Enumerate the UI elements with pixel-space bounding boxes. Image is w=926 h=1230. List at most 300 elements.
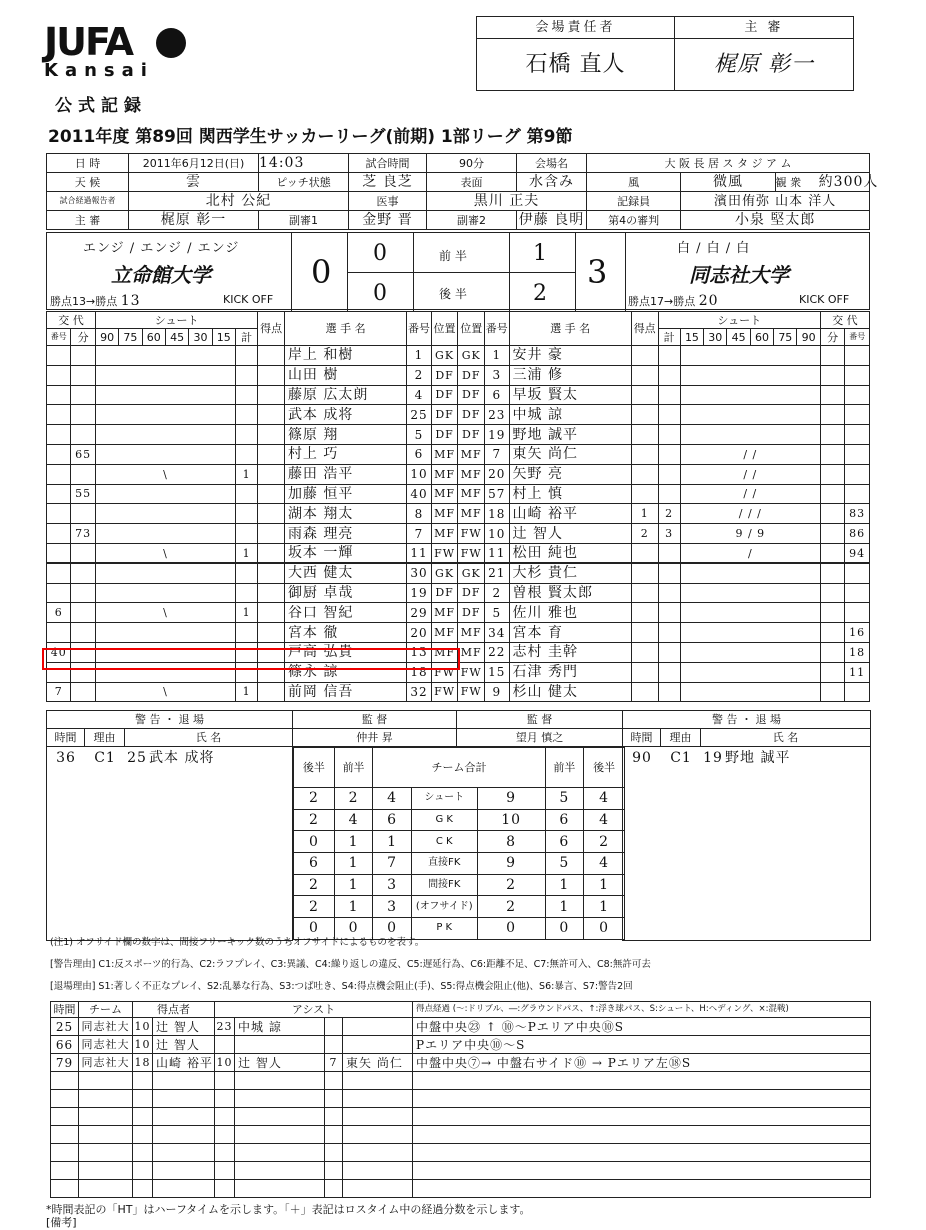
cell: [631, 642, 658, 662]
cell: [820, 425, 844, 445]
cell: [658, 583, 680, 603]
away-player-name: 早坂 賢太: [509, 385, 631, 405]
cell: [658, 662, 680, 682]
goal-assist2-no: [325, 1036, 343, 1054]
cell: [71, 504, 95, 524]
away-player-no: 23: [485, 405, 509, 425]
second-half-label: 後 半: [439, 287, 467, 301]
player-row: [47, 504, 870, 524]
cell: [820, 444, 844, 464]
date-label: 日 時: [47, 154, 129, 173]
away-player-name: 野地 誠平: [509, 425, 631, 445]
home-player-pos: DF: [431, 385, 458, 405]
score-area: [46, 232, 870, 310]
home-shot-min: 30: [189, 329, 212, 346]
cell: [235, 563, 257, 583]
stat-away-total: 10: [477, 809, 545, 831]
home-player-pos: FW: [431, 662, 458, 682]
recorder-label: 記録員: [587, 192, 681, 211]
cell: [631, 444, 658, 464]
away-player-no: 15: [485, 662, 509, 682]
stat-away-second: 1: [584, 896, 625, 918]
stat-away-second: 4: [584, 788, 625, 810]
away-player-no: 9: [485, 682, 509, 702]
home-player-no: 32: [407, 682, 431, 702]
away-player-name: 佐川 雅也: [509, 603, 631, 623]
home-shot-marks: [95, 563, 235, 583]
away-points-after: 20: [698, 293, 719, 309]
away-shoot-header: シュート: [658, 312, 820, 329]
cell: [71, 425, 95, 445]
away-player-name: 杉山 健太: [509, 682, 631, 702]
away-player-no: 11: [485, 543, 509, 563]
goal-row: [51, 1036, 871, 1054]
stat-away-first: 1: [545, 896, 584, 918]
away-player-pos: MF: [458, 642, 485, 662]
goal-assist2-no: 7: [325, 1054, 343, 1072]
cell: [258, 484, 285, 504]
cell: 1: [235, 543, 257, 563]
venue-manager-signature: 石橋 直人: [477, 39, 675, 91]
home-shot-min: 15: [212, 329, 235, 346]
goal-row: [51, 1054, 871, 1072]
cell: [47, 563, 71, 583]
goal-row: [51, 1180, 871, 1198]
cell: [235, 444, 257, 464]
cell: [258, 563, 285, 583]
home-shot-marks: \: [95, 464, 235, 484]
away-player-no: 7: [485, 444, 509, 464]
stat-away-total: 2: [477, 874, 545, 896]
cell: [71, 365, 95, 385]
cell: [845, 405, 870, 425]
stat-away-second: 2: [584, 831, 625, 853]
surface-label: 表面: [427, 173, 517, 192]
home-player-no: 11: [407, 543, 431, 563]
away-player-name: 宮本 育: [509, 623, 631, 643]
cell: [71, 603, 95, 623]
home-player-no: 4: [407, 385, 431, 405]
cell: [258, 385, 285, 405]
away-player-header: 選 手 名: [509, 312, 631, 346]
home-shot-min: 75: [119, 329, 142, 346]
cell: [235, 405, 257, 425]
surface-value: 水含み: [517, 173, 587, 192]
chief-referee-signature: 梶原 彰一: [675, 39, 854, 91]
stat-away-second: 4: [584, 853, 625, 875]
cell: 3: [658, 524, 680, 544]
away-player-pos: GK: [458, 563, 485, 583]
home-player-no: 13: [407, 642, 431, 662]
stat-away-first: 5: [545, 853, 584, 875]
home-goals-header: 得点: [258, 312, 285, 346]
goal-scorer-no: 18: [133, 1054, 153, 1072]
cell: [658, 385, 680, 405]
stat-away-first: 6: [545, 809, 584, 831]
stats-row: [294, 853, 625, 875]
cell: [820, 543, 844, 563]
cell: [235, 623, 257, 643]
goals-table: [50, 1001, 871, 1198]
cell: [631, 563, 658, 583]
home-player-no: 19: [407, 583, 431, 603]
away-shot-marks: [680, 425, 820, 445]
cell: 86: [845, 524, 870, 544]
cell: [845, 385, 870, 405]
home-player-no: 10: [407, 464, 431, 484]
cell: [658, 405, 680, 425]
cell: [235, 524, 257, 544]
home-player-pos: MF: [431, 504, 458, 524]
home-player-name: 村上 巧: [284, 444, 406, 464]
doctor-value: 黒川 正夫: [427, 192, 587, 211]
stat-home-second: 2: [294, 896, 335, 918]
cell: [235, 583, 257, 603]
cell: [235, 425, 257, 445]
cell: [658, 603, 680, 623]
stat-label: P K: [411, 918, 477, 940]
home-player-no: 25: [407, 405, 431, 425]
stat-home-first: 4: [334, 809, 373, 831]
away-shot-min: 30: [704, 329, 727, 346]
away-player-pos: FW: [458, 524, 485, 544]
away-player-name: 曽根 賢太郎: [509, 583, 631, 603]
spectators-value: 約300人: [818, 174, 879, 190]
away-player-name: 村上 慎: [509, 484, 631, 504]
stats-home-second-label: 後半: [294, 748, 335, 788]
goal-process: 中盤中央㉓ ↑ ⑩～Pエリア中央⑩S: [413, 1018, 871, 1036]
home-player-name: 篠永 諒: [284, 662, 406, 682]
away-manager: 望月 慎之: [457, 729, 623, 747]
away-player-pos: FW: [458, 543, 485, 563]
home-shot-marks: [95, 365, 235, 385]
away-shot-marks: [680, 642, 820, 662]
home-caution-reason: C1: [94, 750, 116, 766]
away-player-name: 安井 豪: [509, 346, 631, 366]
weather-label: 天 候: [47, 173, 129, 192]
home-shot-min: 60: [142, 329, 165, 346]
logo-sub: Kansai: [44, 60, 154, 81]
home-points-after: 13: [120, 293, 141, 309]
cell: [845, 484, 870, 504]
away-player-no: 57: [485, 484, 509, 504]
away-player-no: 2: [485, 583, 509, 603]
away-shot-min: 90: [797, 329, 820, 346]
page-title: 2011年度 第89回 関西学生サッカーリーグ(前期) 1部リーグ 第9節: [48, 127, 573, 147]
home-player-name: 御厨 卓哉: [284, 583, 406, 603]
away-player-pos: DF: [458, 365, 485, 385]
cell: [820, 504, 844, 524]
goal-assist: 中城 諒: [235, 1018, 325, 1036]
home-shot-marks: [95, 524, 235, 544]
away-player-no: 34: [485, 623, 509, 643]
stat-home-total: 0: [373, 918, 412, 940]
team-stats-table: [293, 747, 625, 940]
home-player-pos: DF: [431, 583, 458, 603]
goals-scorer-label: 得点者: [133, 1002, 215, 1018]
cell: [820, 405, 844, 425]
cell: [631, 623, 658, 643]
goal-scorer: 辻 智人: [153, 1036, 215, 1054]
home-kickoff: KICK OFF: [223, 293, 274, 306]
cell: [845, 365, 870, 385]
home-player-name: 宮本 徹: [284, 623, 406, 643]
away-shot-min: 15: [680, 329, 703, 346]
players-table: [46, 311, 870, 702]
home-shot-marks: [95, 623, 235, 643]
home-player-name: 前岡 信吾: [284, 682, 406, 702]
cell: [658, 543, 680, 563]
note-caution-reasons: [警告理由] C1:反スポーツ的行為、C2:ラフプレイ、C3:異議、C4:繰り返しの違反、C5:遅延行為、C6:距離不足、C7:無許可入、C8:無許可去: [50, 959, 651, 970]
home-player-pos: MF: [431, 623, 458, 643]
home-player-no: 40: [407, 484, 431, 504]
cell: [820, 346, 844, 366]
cell: [658, 425, 680, 445]
cell: [258, 504, 285, 524]
goal-assist2: [343, 1036, 413, 1054]
home-player-pos: GK: [431, 563, 458, 583]
cell: 73: [71, 524, 95, 544]
cell: [631, 346, 658, 366]
home-score: 0: [311, 253, 333, 291]
away-time-label: 時間: [623, 729, 661, 747]
chief-referee-label: 主 審: [675, 17, 854, 39]
home-shot-marks: [95, 385, 235, 405]
goal-process: Pエリア中央⑩～S: [413, 1036, 871, 1054]
cell: [631, 484, 658, 504]
home-shot-min: 90: [95, 329, 118, 346]
home-player-pos: FW: [431, 682, 458, 702]
discipline-table: [46, 710, 871, 941]
stats-team-total-label: チーム合計: [373, 748, 545, 788]
away-reason-label: 理由: [661, 729, 701, 747]
home-player-name: 藤田 浩平: [284, 464, 406, 484]
goal-row: [51, 1144, 871, 1162]
home-player-name: 坂本 一輝: [284, 543, 406, 563]
away-kickoff: KICK OFF: [799, 293, 850, 306]
cell: [71, 405, 95, 425]
home-position-header: 位置: [431, 312, 458, 346]
player-row: [47, 425, 870, 445]
stat-away-first: 1: [545, 874, 584, 896]
home-player-pos: MF: [431, 484, 458, 504]
cell: 65: [71, 444, 95, 464]
cell: 1: [235, 464, 257, 484]
home-player-pos: MF: [431, 642, 458, 662]
cell: 18: [845, 642, 870, 662]
doctor-label: 医事: [349, 192, 427, 211]
away-player-name: 東矢 尚仁: [509, 444, 631, 464]
away-player-no: 6: [485, 385, 509, 405]
away-shot-marks: [680, 623, 820, 643]
cell: [258, 365, 285, 385]
away-player-no: 18: [485, 504, 509, 524]
wind-value: 微風: [681, 173, 775, 192]
home-discipline-title: 警 告 ・ 退 場: [47, 711, 293, 729]
highlight-box: [42, 648, 460, 670]
cell: [845, 444, 870, 464]
away-caution-time: 90: [632, 750, 652, 766]
fourth-label: 第4の審判: [587, 211, 681, 230]
home-player-no: 6: [407, 444, 431, 464]
away-player-pos: FW: [458, 682, 485, 702]
player-row: [47, 405, 870, 425]
home-shoot-header: シュート: [95, 312, 257, 329]
cell: [845, 682, 870, 702]
home-player-name: 雨森 理亮: [284, 524, 406, 544]
cell: [658, 365, 680, 385]
away-player-no: 20: [485, 464, 509, 484]
away-player-pos: MF: [458, 504, 485, 524]
away-points-label: 勝点17→勝点: [628, 295, 696, 308]
away-player-name: 大杉 貴仁: [509, 563, 631, 583]
home-player-name: 加藤 恒平: [284, 484, 406, 504]
home-manager-label: 監 督: [293, 711, 457, 729]
away-number-header: 番号: [485, 312, 509, 346]
pitch-value: 芝 良芝: [349, 173, 427, 192]
match-info-table: [46, 153, 879, 230]
stat-label: G K: [411, 809, 477, 831]
cell: 83: [845, 504, 870, 524]
away-shot-marks: / /: [680, 444, 820, 464]
cell: [235, 385, 257, 405]
away-shot-min: 60: [750, 329, 773, 346]
cell: [258, 346, 285, 366]
home-player-name: 山田 樹: [284, 365, 406, 385]
cell: [820, 623, 844, 643]
first-half-label: 前 半: [439, 249, 467, 263]
home-player-no: 18: [407, 662, 431, 682]
home-points-label: 勝点13→勝点: [50, 295, 118, 308]
away-player-pos: DF: [458, 603, 485, 623]
home-sub-no-header: 番号: [47, 329, 71, 346]
venue-manager-label: 会場責任者: [477, 17, 675, 39]
home-player-name: 篠原 翔: [284, 425, 406, 445]
cell: [258, 464, 285, 484]
stat-away-second: 4: [584, 809, 625, 831]
referee-label: 主 審: [47, 211, 129, 230]
away-player-pos: MF: [458, 623, 485, 643]
stat-home-second: 2: [294, 874, 335, 896]
home-player-no: 30: [407, 563, 431, 583]
stat-label: C K: [411, 831, 477, 853]
stats-home-first-label: 前半: [334, 748, 373, 788]
stat-home-total: 3: [373, 874, 412, 896]
goal-scorer-no: 10: [133, 1018, 153, 1036]
cell: 7: [47, 682, 71, 702]
cell: 1: [631, 504, 658, 524]
goal-assist-no: 10: [215, 1054, 235, 1072]
stat-away-total: 0: [477, 918, 545, 940]
cell: [71, 346, 95, 366]
cell: [658, 484, 680, 504]
stat-home-first: 1: [334, 831, 373, 853]
home-player-pos: DF: [431, 425, 458, 445]
cell: [71, 543, 95, 563]
away-caution: [623, 747, 870, 765]
goal-team: 同志社大: [79, 1018, 133, 1036]
cell: [47, 385, 71, 405]
stat-away-total: 8: [477, 831, 545, 853]
date-value: 2011年6月12日(日): [129, 154, 259, 173]
player-row: [47, 563, 870, 583]
home-sub-header: 交 代: [47, 312, 96, 329]
cell: [631, 543, 658, 563]
home-team-name: 立命館大学: [111, 263, 211, 287]
cell: [258, 425, 285, 445]
goal-scorer: 山崎 裕平: [153, 1054, 215, 1072]
cell: [658, 464, 680, 484]
cell: [820, 385, 844, 405]
cell: [631, 385, 658, 405]
home-reason-label: 理由: [85, 729, 125, 747]
cell: [658, 682, 680, 702]
home-time-label: 時間: [47, 729, 85, 747]
stat-home-first: 1: [334, 853, 373, 875]
stat-home-first: 1: [334, 874, 373, 896]
home-shot-marks: [95, 504, 235, 524]
cell: [258, 444, 285, 464]
home-shot-marks: [95, 405, 235, 425]
cell: [258, 543, 285, 563]
match-time-label: 試合時間: [349, 154, 427, 173]
cell: [658, 623, 680, 643]
cell: [658, 346, 680, 366]
home-player-pos: MF: [431, 603, 458, 623]
cell: [820, 464, 844, 484]
venue-value: 大 阪 長 居 ス タ ジ ア ム: [587, 154, 870, 173]
time-value: 14:03: [259, 154, 349, 173]
home-player-name: 湖本 翔太: [284, 504, 406, 524]
away-position-header: 位置: [458, 312, 485, 346]
footer-note: *時間表記の「HT」はハーフタイムを示します。「＋」表記はロスタイム中の経過分数を示します。: [46, 1203, 531, 1216]
home-caution-name: 武本 成将: [149, 750, 215, 766]
home-shot-marks: [95, 484, 235, 504]
cell: [47, 444, 71, 464]
player-row: [47, 603, 870, 623]
stat-away-second: 0: [584, 918, 625, 940]
goal-scorer: 辻 智人: [153, 1018, 215, 1036]
cell: [235, 484, 257, 504]
stat-away-first: 0: [545, 918, 584, 940]
cell: [820, 682, 844, 702]
jufa-logo: [44, 22, 184, 82]
ar2-label: 副審2: [427, 211, 517, 230]
spectators-label: 観 衆: [775, 176, 802, 189]
away-shot-marks: /: [680, 543, 820, 563]
stat-home-second: 0: [294, 918, 335, 940]
cell: 40: [47, 642, 71, 662]
stat-away-total: 9: [477, 788, 545, 810]
cell: [845, 563, 870, 583]
ar1-label: 副審1: [259, 211, 349, 230]
home-caution-no: 25: [127, 750, 147, 766]
away-player-name: 志村 圭幹: [509, 642, 631, 662]
goal-scorer-no: 10: [133, 1036, 153, 1054]
stat-away-first: 6: [545, 831, 584, 853]
away-player-pos: MF: [458, 464, 485, 484]
cell: 6: [47, 603, 71, 623]
second-half-away: 2: [533, 281, 548, 306]
away-sub-header: 交 代: [820, 312, 869, 329]
away-sub-no-header: 番号: [845, 329, 870, 346]
stats-row: [294, 788, 625, 810]
player-row: [47, 583, 870, 603]
stat-home-second: 6: [294, 853, 335, 875]
cell: [71, 464, 95, 484]
goal-row: [51, 1108, 871, 1126]
cell: [631, 682, 658, 702]
